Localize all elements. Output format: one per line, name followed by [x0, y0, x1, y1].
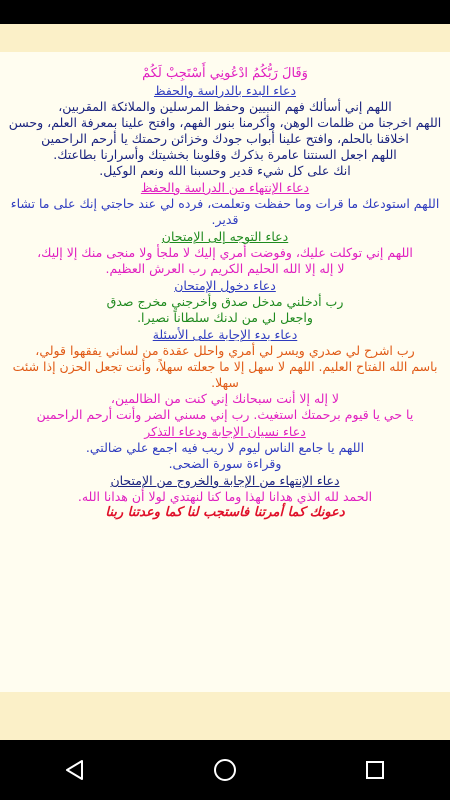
- section-heading: دعاء بدء الإجابة على الأسئلة: [152, 327, 298, 342]
- section-heading: دعاء البدء بالدراسة والحفظ: [153, 83, 297, 98]
- dua-text: رب اشرح لي صدري ويسر لي أمري واحلل عقدة من لساني يفقهوا قولي،: [35, 343, 415, 358]
- section-heading: دعاء التوجه إلى الإمتحان: [161, 229, 289, 244]
- dua-content: [8, 66, 442, 521]
- section-heading: دعاء نسيان الإجابة ودعاء التذكر: [144, 424, 306, 439]
- dua-text: انك على كل شيء قدير وحسبنا الله ونعم الوكيل.: [99, 163, 351, 178]
- recents-icon: [365, 760, 385, 780]
- dua-text: وقراءة سورة الضحى.: [168, 456, 282, 471]
- dua-text: لا إله إلا أنت سبحانك إني كنت من الظالمين،: [110, 391, 340, 406]
- recents-button[interactable]: [345, 740, 405, 800]
- dua-text: اللهم اخرجنا من ظلمات الوهن، وأكرمنا بنور الفهم، وافتح علينا بمعرفة العلم، وحسن اخلاقنا بالحلم، وافتح علينا أبواب جودك وخزائن رحمتك يا أرحم الراحمين: [8, 115, 442, 146]
- verse-text: وَقَالَ رَبُّكُمُ ادْعُونِي أَسْتَجِبْ لَكُمْ: [142, 66, 308, 81]
- home-button[interactable]: [195, 740, 255, 800]
- section-heading: دعاء دخول الإمتحان: [174, 278, 276, 293]
- dua-text: الحمد لله الذي هدانا لهذا وما كنا لنهتدي لولا أن هدانا الله.: [77, 489, 373, 504]
- section-heading: دعاء الإنتهاء من الإجابة والخروج من الإمتحان: [110, 473, 340, 488]
- home-icon: [213, 758, 237, 782]
- back-icon: [64, 759, 86, 781]
- dua-text: اللهم استودعك ما قرات وما حفظت وتعلمت، فرده لي عند حاجتي إنك على ما تشاء قدير.: [10, 196, 440, 227]
- bottom-band: [0, 692, 450, 740]
- dua-text: اللهم اجعل السنتنا عامرة بذكرك وقلوبنا بخشيتك وأسرارنا بطاعتك.: [53, 147, 397, 162]
- dua-text: لا إله إلا الله الحليم الكريم رب العرش العظيم.: [105, 261, 345, 276]
- dua-text: واجعل لي من لدنك سلطاناً نصيرا.: [137, 310, 313, 325]
- dua-text: اللهم إني توكلت عليك، وفوضت أمري إليك لا ملجأ ولا منجى منك إلا إليك،: [37, 245, 413, 260]
- status-bar: [0, 0, 450, 24]
- section-heading: دعاء الإنتهاء من الدراسة والحفظ: [140, 180, 310, 195]
- closing-text: دعونك كما أمرتنا فاستجب لنا كما وعدتنا ربنا: [105, 505, 345, 520]
- back-button[interactable]: [45, 740, 105, 800]
- dua-text: يا حي يا قيوم برحمتك استغيث. رب إني مسني الضر وأنت أرحم الراحمين: [36, 407, 414, 422]
- dua-text: رب أدخلني مدخل صدق وأخرجني مخرج صدق: [106, 294, 344, 309]
- navigation-bar: [0, 740, 450, 800]
- dua-text: باسم الله الفتاح العليم. اللهم لا سهل إلا ما جعلته سهلاً، وأنت تجعل الحزن إذا شئت سهلا.: [12, 359, 438, 390]
- dua-text: اللهم إني أسألك فهم النبيين وحفظ المرسلين والملائكة المقربين،: [58, 99, 392, 114]
- dua-text: اللهم يا جامع الناس ليوم لا ريب فيه اجمع علي ضالتي.: [85, 440, 365, 455]
- top-band: [0, 24, 450, 52]
